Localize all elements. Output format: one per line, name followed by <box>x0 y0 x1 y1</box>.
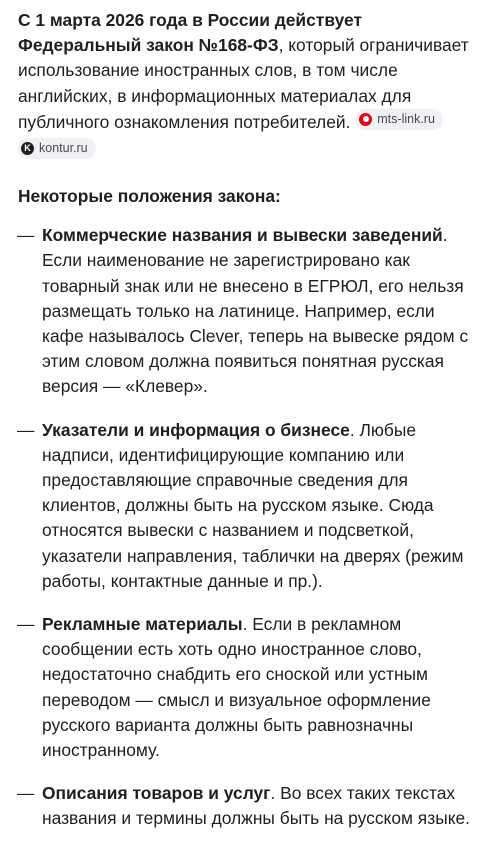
list-dash: — <box>17 225 35 246</box>
list-item <box>18 612 480 763</box>
intro-text: , который ограничивает использование иностранных слов, в том числе английских, в информационных материалах для публичного ознакомления потребителей. <box>18 35 469 132</box>
list-item <box>18 781 480 831</box>
source-chip-mts-link[interactable] <box>355 109 443 130</box>
list-dash: — <box>17 783 35 804</box>
item-title: Описания товаров и услуг <box>42 783 271 804</box>
list-dash: — <box>17 419 35 440</box>
source-label: kontur.ru <box>39 141 88 156</box>
item-text: . Если наименование не зарегистрировано как товарный знак или не внесено в ЕГРЮЛ, его нельзя размещать только на латинице. Например, если кафе называлось Clever, теперь на вывеске рядом с этим словом должна появиться понятная русская версия — «Клевер». <box>42 225 469 397</box>
section-heading: Некоторые положения закона: <box>18 186 281 207</box>
article-content <box>18 8 480 850</box>
source-chip-kontur[interactable] <box>17 138 96 159</box>
item-text: . Если в рекламном сообщении есть хоть одно иностранное слово, недостаточно снабдить его сноской или устным переводом — смысл и визуальное оформление русского варианта должны быть равнозначны иностранному. <box>42 614 431 761</box>
law-provisions-list <box>18 223 480 831</box>
source-label: mts-link.ru <box>377 111 435 126</box>
item-text: . Любые надписи, идентифицирующие компанию или предоставляющие справочные сведения для клиентов, должны быть на русском языке. Сюда относятся вывески с названием и подсветкой, указатели направления, таблички на дверях (режим работы, контактные данные и пр.). <box>42 419 464 591</box>
list-item <box>18 418 480 594</box>
mts-logo-icon <box>359 113 372 126</box>
item-title: Указатели и информация о бизнесе <box>42 419 350 440</box>
item-title: Коммерческие названия и вывески заведений <box>42 225 443 246</box>
item-title: Рекламные материалы <box>42 614 243 635</box>
intro-paragraph <box>18 8 480 160</box>
intro-bold-text: С 1 марта 2026 года в России действует Федеральный закон №168-ФЗ <box>18 10 362 56</box>
list-item <box>18 223 480 399</box>
kontur-logo-icon: K <box>21 142 34 155</box>
item-text: . Во всех таких текстах названия и термины должны быть на русском языке. <box>42 783 471 829</box>
list-dash: — <box>17 614 35 635</box>
